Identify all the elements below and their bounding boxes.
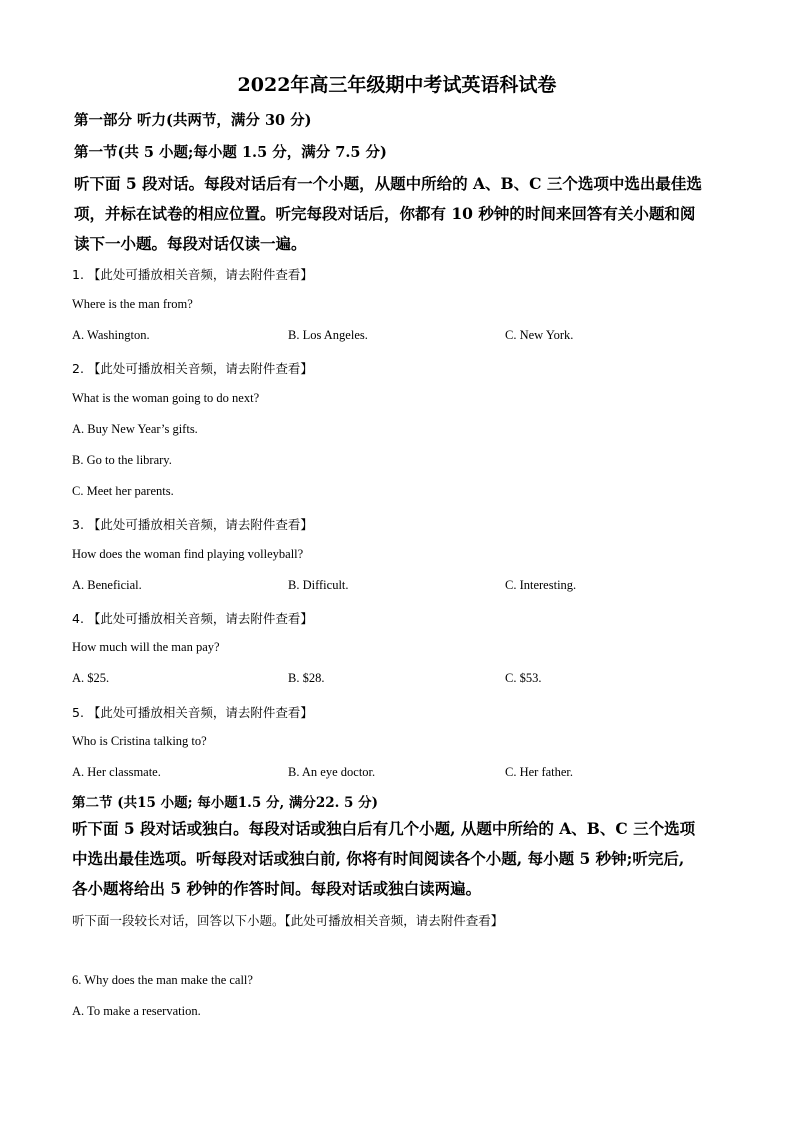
question-stem-q6: 6. Why does the man make the call? — [72, 973, 253, 987]
section2-instruction-line: 中选出最佳选项。听每段对话或独白前, 你将有时间阅读各个小题, 每小题 5 秒钟;听完后, — [72, 849, 685, 868]
option-c-q1: C. New York. — [505, 328, 574, 342]
option-c-q4: C. $53. — [505, 671, 542, 685]
option-a-q1: A. Washington. — [72, 328, 150, 342]
option-c-q2: C. Meet her parents. — [72, 484, 174, 498]
audio-placeholder-q2[interactable]: 2. 【此处可播放相关音频，请去附件查看】 — [72, 361, 313, 376]
page-title: 2022年高三年级期中考试英语科试卷 — [237, 74, 557, 96]
option-b-q5: B. An eye doctor. — [288, 765, 376, 779]
audio-placeholder-q4[interactable]: 4. 【此处可播放相关音频，请去附件查看】 — [72, 611, 313, 626]
option-a-q6: A. To make a reservation. — [72, 1004, 201, 1018]
section1-header: 第一节(共 5 小题;每小题 1.5 分，满分 7.5 分) — [74, 144, 387, 161]
question-stem-q3: How does the woman find playing volleyball? — [72, 547, 304, 561]
section1-instruction-line: 读下一小题。每段对话仅读一遍。 — [74, 234, 307, 253]
section1-instruction-line: 听下面 5 段对话。每段对话后有一个小题，从题中所给的 A、B、C 三个选项中选出最佳选 — [74, 174, 702, 193]
audio-placeholder-q5[interactable]: 5. 【此处可播放相关音频，请去附件查看】 — [72, 705, 313, 720]
option-b-q4: B. $28. — [288, 671, 325, 685]
section2-instruction-line: 听下面 5 段对话或独白。每段对话或独白后有几个小题, 从题中所给的 A、B、C 三个选项 — [72, 819, 696, 838]
question-stem-q1: Where is the man from? — [72, 297, 193, 311]
audio-placeholder-q3[interactable]: 3. 【此处可播放相关音频，请去附件查看】 — [72, 517, 313, 532]
option-c-q5: C. Her father. — [505, 765, 574, 779]
question-stem-q5: Who is Cristina talking to? — [72, 734, 207, 748]
option-a-q3: A. Beneficial. — [72, 578, 142, 592]
option-a-q2: A. Buy New Year’s gifts. — [72, 422, 198, 436]
option-b-q1: B. Los Angeles. — [288, 328, 368, 342]
option-a-q5: A. Her classmate. — [72, 765, 161, 779]
question-stem-q4: How much will the man pay? — [72, 640, 220, 654]
section1-instruction-line: 项，并标在试卷的相应位置。听完每段对话后，你都有 10 秒钟的时间来回答有关小题和阅 — [74, 204, 696, 223]
question-stem-q2: What is the woman going to do next? — [72, 391, 260, 405]
section2-header: 第二节 (共15 小题; 每小题1.5 分, 满分22. 5 分) — [72, 795, 379, 811]
option-c-q3: C. Interesting. — [505, 578, 577, 592]
audio-placeholder-q1[interactable]: 1. 【此处可播放相关音频，请去附件查看】 — [72, 267, 313, 282]
option-b-q2: B. Go to the library. — [72, 453, 172, 467]
option-a-q4: A. $25. — [72, 671, 110, 685]
option-b-q3: B. Difficult. — [288, 578, 349, 592]
long-dialog-intro[interactable]: 听下面一段较长对话，回答以下小题。【此处可播放相关音频，请去附件查看】 — [72, 913, 504, 928]
part1-header: 第一部分 听力(共两节，满分 30 分) — [74, 112, 312, 129]
section2-instruction-line: 各小题将给出 5 秒钟的作答时间。每段对话或独白读两遍。 — [72, 879, 482, 898]
